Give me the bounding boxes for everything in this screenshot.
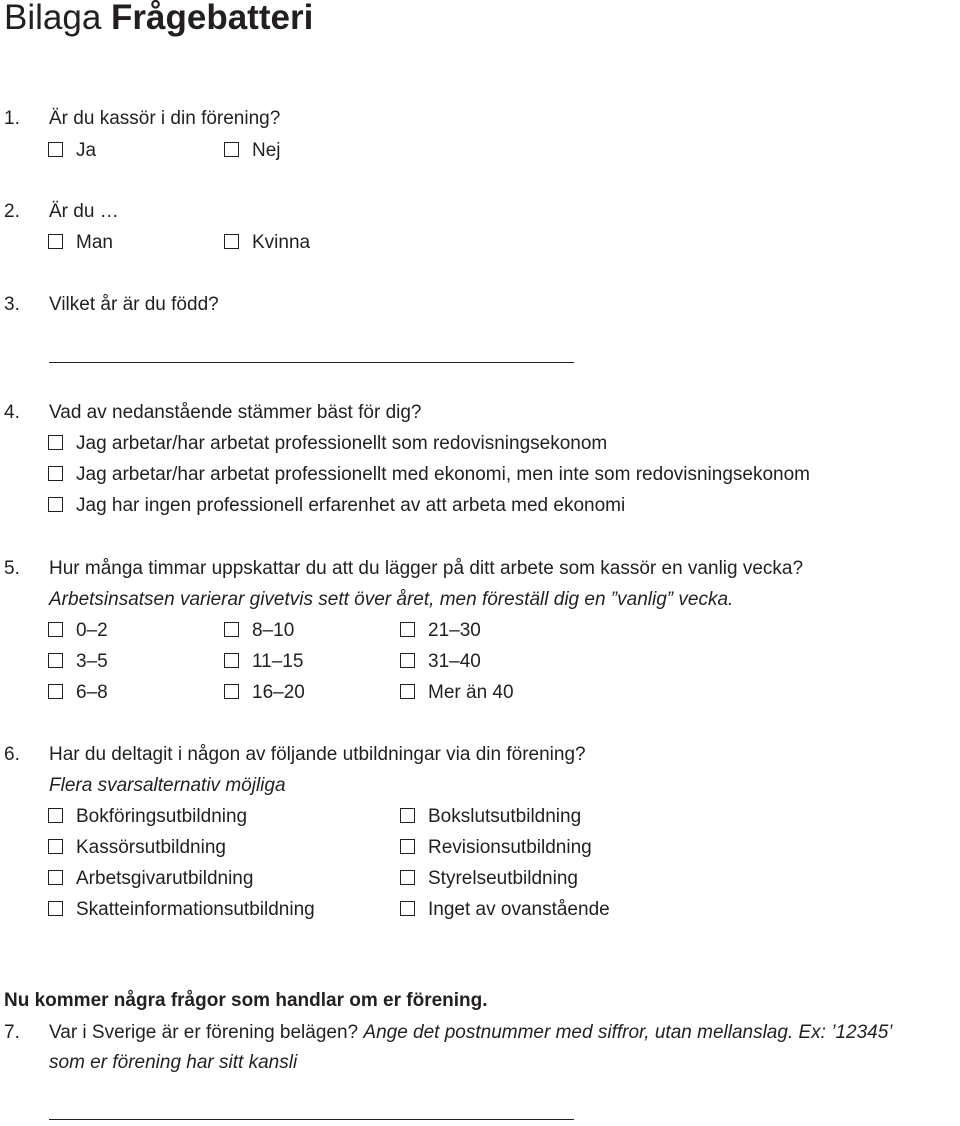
option-label: Styrelseutbildning: [428, 868, 578, 889]
question-number: 7.: [4, 1022, 20, 1043]
option-education[interactable]: [48, 898, 315, 922]
option-kvinna[interactable]: [224, 231, 310, 255]
option-label: Inget av ovanstående: [428, 899, 610, 920]
checkbox[interactable]: [48, 497, 63, 512]
option-education[interactable]: [400, 867, 578, 891]
question-number: 2.: [4, 201, 20, 222]
option-hours[interactable]: [400, 650, 481, 674]
option-label: Ja: [76, 140, 97, 161]
option-label: Arbetsgivarutbildning: [76, 868, 254, 889]
option-label: Jag arbetar/har arbetat professionellt med ekonomi, men inte som redovisningsekonom: [76, 464, 810, 485]
option-nej[interactable]: [224, 139, 281, 163]
question-text: Är du …: [49, 201, 119, 222]
option-label: Mer än 40: [428, 682, 514, 703]
option-label: Revisionsutbildning: [428, 837, 592, 858]
checkbox[interactable]: [48, 622, 63, 637]
option-label: 31–40: [428, 651, 481, 672]
section-heading: Nu kommer några frågor som handlar om er förening.: [4, 990, 488, 1011]
question-note-continued: som er förening har sitt kansli: [49, 1052, 298, 1073]
title-bold: Frågebatteri: [111, 0, 314, 37]
question-text: Hur många timmar uppskattar du att du lägger på ditt arbete som kassör en vanlig vecka?: [49, 558, 804, 579]
answer-line-birth-year[interactable]: [49, 362, 574, 363]
checkbox[interactable]: [400, 839, 415, 854]
checkbox[interactable]: [48, 653, 63, 668]
option-education[interactable]: [48, 867, 253, 891]
option-label: Bokslutsutbildning: [428, 806, 582, 827]
option-label: Jag arbetar/har arbetat professionellt som redovisningsekonom: [76, 433, 608, 454]
checkbox[interactable]: [48, 234, 63, 249]
option-label: Kassörsutbildning: [76, 837, 226, 858]
option-ingen-erfarenhet[interactable]: [48, 494, 625, 518]
question-number: 5.: [4, 558, 20, 579]
page-title: [4, 0, 313, 40]
checkbox[interactable]: [224, 622, 239, 637]
option-hours[interactable]: [224, 619, 294, 643]
option-hours[interactable]: [400, 619, 481, 643]
checkbox[interactable]: [48, 901, 63, 916]
question-note: Ange det postnummer med siffror, utan mellanslag. Ex: ’12345’: [363, 1022, 893, 1043]
option-label: 8–10: [252, 620, 295, 641]
question-text: Vilket år är du född?: [49, 294, 219, 315]
checkbox[interactable]: [400, 684, 415, 699]
option-label: Man: [76, 232, 113, 253]
option-label: Skatteinformationsutbildning: [76, 899, 315, 920]
option-hours[interactable]: [400, 681, 514, 705]
question-text: Är du kassör i din förening?: [49, 108, 281, 129]
option-label: Nej: [252, 140, 281, 161]
option-label: 0–2: [76, 620, 108, 641]
option-ekonomi-ej-redovisning[interactable]: [48, 463, 810, 487]
checkbox[interactable]: [400, 653, 415, 668]
checkbox[interactable]: [224, 142, 239, 157]
checkbox[interactable]: [48, 435, 63, 450]
question-text: Har du deltagit i någon av följande utbildningar via din förening?: [49, 744, 586, 765]
option-label: Kvinna: [252, 232, 311, 253]
checkbox[interactable]: [400, 622, 415, 637]
checkbox[interactable]: [48, 684, 63, 699]
checkbox[interactable]: [224, 684, 239, 699]
option-label: Jag har ingen professionell erfarenhet av att arbeta med ekonomi: [76, 495, 626, 516]
option-education[interactable]: [400, 898, 610, 922]
option-label: 11–15: [252, 651, 304, 672]
question-text: Vad av nedanstående stämmer bäst för dig?: [49, 402, 422, 423]
question-text: Var i Sverige är er förening belägen?: [49, 1022, 364, 1043]
checkbox[interactable]: [400, 870, 415, 885]
checkbox[interactable]: [48, 466, 63, 481]
question-number: 3.: [4, 294, 20, 315]
title-light: Bilaga: [4, 0, 112, 37]
checkbox[interactable]: [400, 901, 415, 916]
option-label: 16–20: [252, 682, 305, 703]
option-label: 3–5: [76, 651, 108, 672]
checkbox[interactable]: [224, 234, 239, 249]
option-hours[interactable]: [48, 619, 108, 643]
option-hours[interactable]: [224, 681, 305, 705]
option-education[interactable]: [400, 805, 581, 829]
option-redovisningsekonom[interactable]: [48, 432, 607, 456]
option-education[interactable]: [400, 836, 592, 860]
option-label: 21–30: [428, 620, 481, 641]
option-education[interactable]: [48, 805, 247, 829]
option-man[interactable]: [48, 231, 113, 255]
option-hours[interactable]: [48, 650, 108, 674]
question-number: 6.: [4, 744, 20, 765]
question-number: 1.: [4, 108, 20, 129]
option-label: Bokföringsutbildning: [76, 806, 248, 827]
checkbox[interactable]: [400, 808, 415, 823]
checkbox[interactable]: [224, 653, 239, 668]
checkbox[interactable]: [48, 870, 63, 885]
option-education[interactable]: [48, 836, 226, 860]
checkbox[interactable]: [48, 808, 63, 823]
option-label: 6–8: [76, 682, 108, 703]
option-ja[interactable]: [48, 139, 96, 163]
question-number: 4.: [4, 402, 20, 423]
question-note: Flera svarsalternativ möjliga: [49, 775, 286, 796]
checkbox[interactable]: [48, 142, 63, 157]
checkbox[interactable]: [48, 839, 63, 854]
answer-line-postal-code[interactable]: [49, 1119, 574, 1120]
question-note: Arbetsinsatsen varierar givetvis sett över året, men föreställ dig en ”vanlig” vecka.: [49, 589, 734, 610]
option-hours[interactable]: [224, 650, 303, 674]
option-hours[interactable]: [48, 681, 108, 705]
